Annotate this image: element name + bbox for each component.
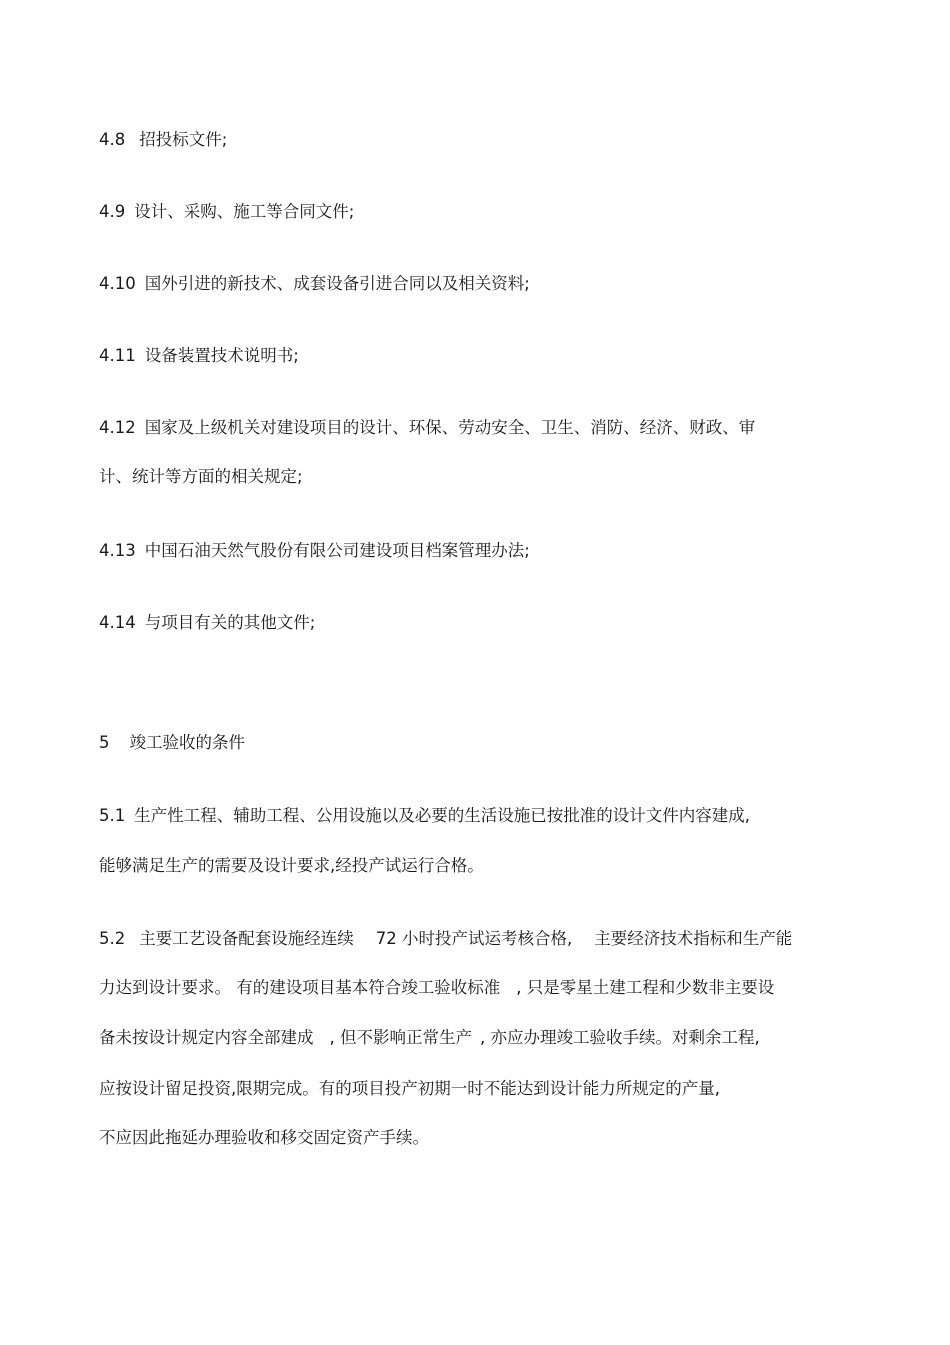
item-text: 国家及上级机关对建设项目的设计、环保、劳动安全、卫生、消防、经济、财政、审 [144,418,756,437]
section-number: 5 [99,733,110,752]
item-text: 设计、采购、施工等合同文件; [134,202,355,221]
item-text: 生产性工程、辅助工程、公用设施以及必要的生活设施已按批准的设计文件内容建成, [134,806,750,825]
item-text-part: , 但不影响正常生产 [329,1028,472,1047]
item-text-part: 主要经济技术指标和生产能 [594,929,793,948]
item-text-continued: 能够满足生产的需要及设计要求,经投产试运行合格。 [99,856,484,875]
item-number: 4.13 [99,541,136,560]
item-text-part: 力达到设计要求。 有的建设项目基本符合竣工验收标准 [99,978,501,997]
item-text-continued: 应按设计留足投资,限期完成。有的项目投产初期一时不能达到设计能力所规定的产量, [99,1079,720,1098]
item-5-1-line1 [99,806,750,826]
item-5-2-line3 [99,1028,760,1048]
item-number: 4.9 [99,202,126,221]
item-number: 4.12 [99,418,136,437]
section-5-heading [99,733,245,753]
item-number: 4.14 [99,613,136,632]
item-5-1-line2 [99,856,484,876]
item-5-2-line1 [99,929,792,949]
item-number: 5.1 [99,806,126,825]
item-text-part: 主要工艺设备配套设施经连续 [139,929,354,948]
item-4-11 [99,346,299,366]
item-text: 中国石油天然气股份有限公司建设项目档案管理办法; [144,541,530,560]
item-4-12-line1 [99,418,755,438]
item-4-10 [99,274,530,294]
item-text: 招投标文件; [139,130,228,149]
item-5-2-line4 [99,1079,720,1099]
item-text-part: , 只是零星土建工程和少数非主要设 [516,978,775,997]
item-number: 4.11 [99,346,136,365]
item-text: 与项目有关的其他文件; [144,613,316,632]
item-text-part: 备未按设计规定内容全部建成 [99,1028,314,1047]
item-5-2-line2 [99,978,774,998]
item-text: 设备装置技术说明书; [144,346,299,365]
item-text-continued: 不应因此拖延办理验收和移交固定资产手续。 [99,1128,429,1147]
item-4-14 [99,613,315,633]
item-text-continued: 计、统计等方面的相关规定; [99,467,303,486]
item-4-13 [99,541,530,561]
item-5-2-line5 [99,1128,429,1148]
item-4-12-line2 [99,467,303,487]
item-text: 国外引进的新技术、成套设备引进合同以及相关资料; [144,274,530,293]
item-number: 4.8 [99,130,126,149]
item-number: 5.2 [99,929,126,948]
item-text-part: , 亦应办理竣工验收手续。对剩余工程, [480,1028,760,1047]
item-text-part: 72 小时投产试运考核合格, [375,929,573,948]
item-4-9 [99,202,354,222]
item-number: 4.10 [99,274,136,293]
section-title: 竣工验收的条件 [129,733,245,752]
item-4-8 [99,130,227,150]
